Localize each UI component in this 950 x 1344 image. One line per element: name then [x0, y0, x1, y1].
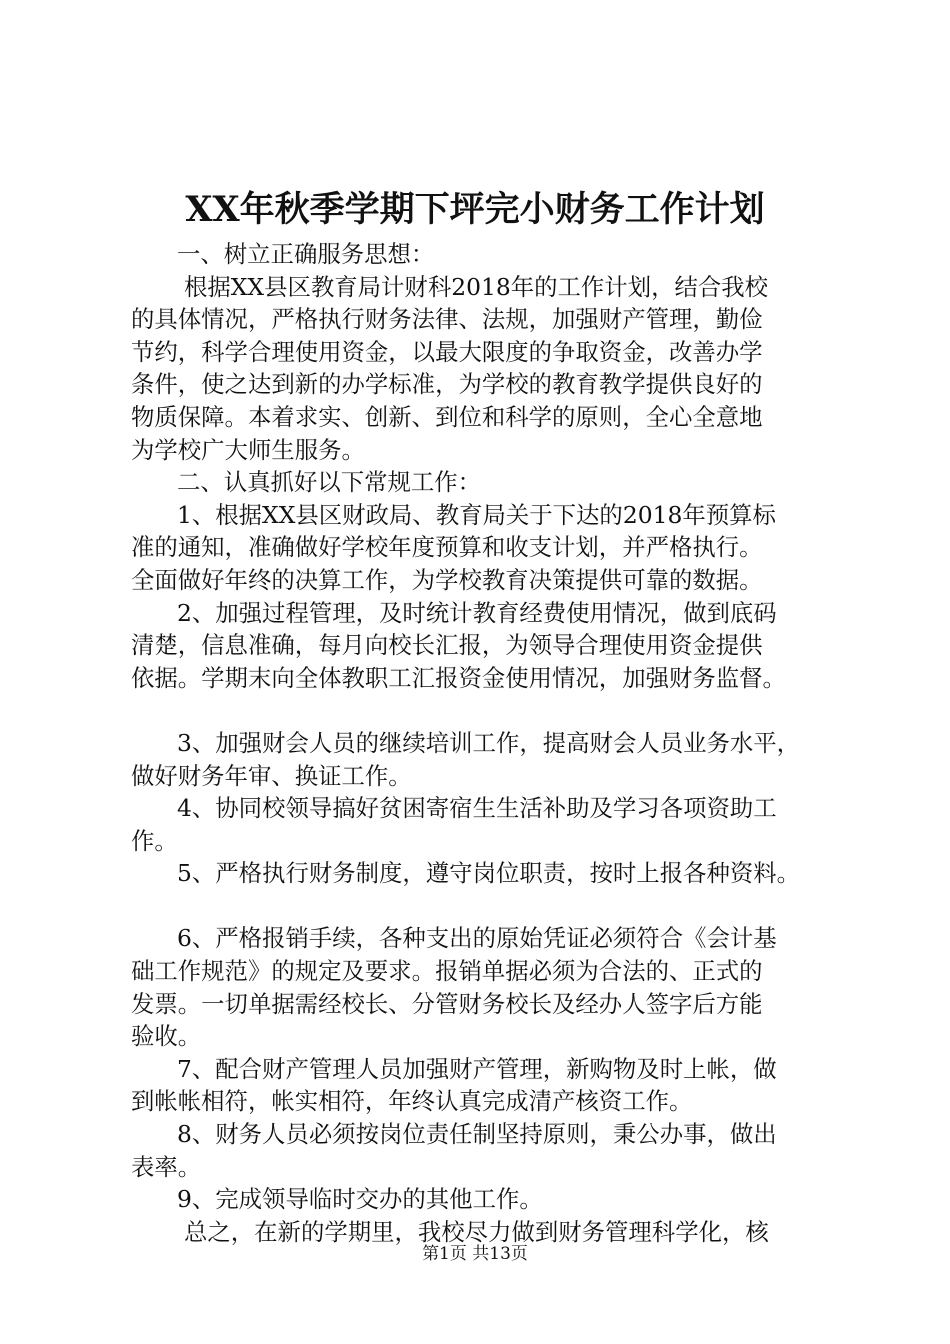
paragraph-line: 准的通知，准确做好学校年度预算和收支计划，并严格执行。 — [131, 533, 763, 562]
paragraph-line: 5、严格执行财务制度，遵守岗位职责，按时上报各种资料。 — [177, 859, 801, 888]
paragraph-line: 3、加强财会人员的继续培训工作，提高财会人员业务水平， — [177, 728, 801, 757]
paragraph-line: 节约，科学合理使用资金，以最大限度的争取资金，改善办学 — [131, 337, 763, 366]
document-body — [131, 238, 831, 1248]
paragraph-line: 清楚，信息准确，每月向校长汇报，为领导合理使用资金提供 — [131, 631, 763, 660]
paragraph-line: 础工作规范》的规定及要求。报销单据必须为合法的、正式的 — [131, 957, 763, 986]
document-title: XX年秋季学期下坪完小财务工作计划 — [185, 189, 765, 230]
paragraph-line: 依据。学期末向全体教职工汇报资金使用情况，加强财务监督。 — [131, 663, 786, 692]
page-footer: 第1页 共13页 — [422, 1244, 528, 1264]
section-heading: 一、树立正确服务思想： — [177, 240, 435, 268]
paragraph-line: 验收。 — [131, 1022, 202, 1051]
paragraph-line: 作。 — [131, 826, 178, 855]
paragraph-line: 的具体情况，严格执行财务法律、法规，加强财产管理，勤俭 — [131, 305, 763, 334]
paragraph-line: 6、严格报销手续，各种支出的原始凭证必须符合《会计基 — [177, 924, 777, 953]
paragraph-line: 做好财务年审、换证工作。 — [131, 761, 412, 790]
paragraph-line: 9、完成领导临时交办的其他工作。 — [177, 1185, 543, 1214]
paragraph-line: 7、配合财产管理人员加强财产管理，新购物及时上帐，做 — [177, 1054, 777, 1083]
paragraph-line: 2、加强过程管理，及时统计教育经费使用情况，做到底码 — [177, 598, 777, 627]
paragraph-line: 物质保障。本着求实、创新、到位和科学的原则，全心全意地 — [131, 402, 763, 431]
paragraph-line: 8、财务人员必须按岗位责任制坚持原则，秉公办事，做出 — [177, 1120, 777, 1149]
paragraph-line: 1、根据XX县区财政局、教育局关于下达的2018年预算标 — [177, 500, 776, 529]
paragraph-line: 4、协同校领导搞好贫困寄宿生生活补助及学习各项资助工 — [177, 794, 777, 823]
blank-line — [131, 890, 831, 923]
paragraph-line: 全面做好年终的决算工作，为学校教育决策提供可靠的数据。 — [131, 565, 763, 594]
blank-line — [131, 694, 831, 727]
paragraph-line: 到帐帐相符，帐实相符，年终认真完成清产核资工作。 — [131, 1087, 693, 1116]
paragraph-line: 发票。一切单据需经校长、分管财务校长及经办人签字后方能 — [131, 989, 763, 1018]
paragraph-line: 表率。 — [131, 1152, 202, 1181]
paragraph-line: 根据XX县区教育局计财科2018年的工作计划，结合我校 — [184, 272, 769, 301]
paragraph-line: 总之，在新的学期里，我校尽力做到财务管理科学化，核 — [184, 1217, 769, 1246]
paragraph-line: 条件，使之达到新的办学标准，为学校的教育教学提供良好的 — [131, 370, 763, 399]
paragraph-line: 为学校广大师生服务。 — [131, 435, 365, 464]
section-heading: 二、认真抓好以下常规工作： — [177, 468, 482, 497]
